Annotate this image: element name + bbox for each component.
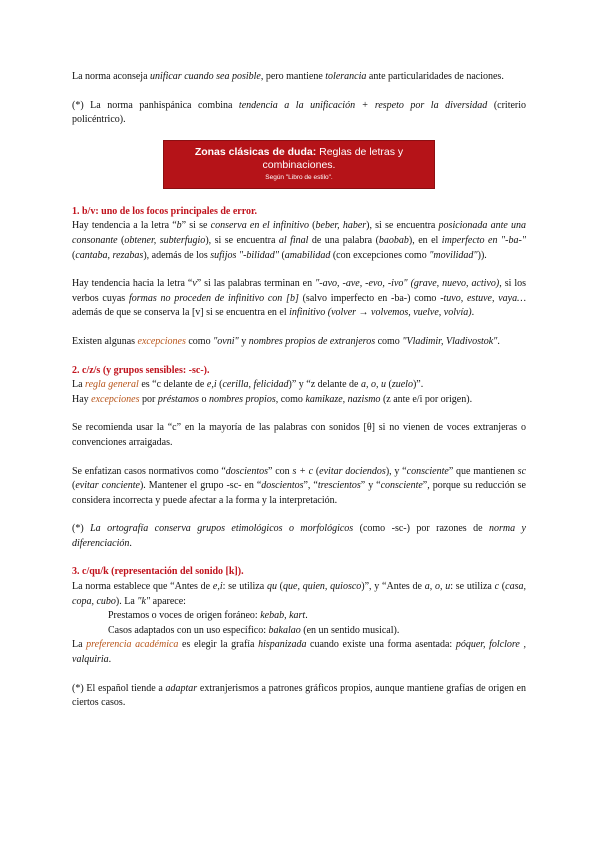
section-3-list-item-2: Casos adaptados con un uso específico: bakalao (en un sentido musical). [108,624,400,636]
section-1-paragraph-2: Hay tendencia hacia la letra “v” si las palabras terminan en "-avo, -ave, -evo, -ivo" (grave, nuevo, activo), si los verbos cuyas formas no proceden de infinitivo con [b] (salvo imperfecto en -ba-) como -tuvo, estuve, vaya… además de que se conserva la [v] si se encuentra en el infinitivo (volver → volvemos, vuelve, volvía). [72,278,527,319]
section-3-paragraph-2: La preferencia académica es elegir la grafía hispanizada cuando existe una forma asentada: póquer, folclore , valquiria. [72,639,526,666]
section-2-paragraph-4: Se enfatizan casos normativos como “doscientos” con s + c (evitar dociendos), y “consciente” que mantienen sc (evitar conciente). Mantener el grupo -sc- en “doscientos”, “trescientos” y “consciente”, porque su reducción se considera incorrecta y puede afectar a la forma y la interpretación. [72,465,527,506]
document-page [72,70,526,711]
section-2-paragraph-1: La regla general es “c delante de e,i (cerilla, felicidad)” y “z delante de a, o, u (zuelo)”. [72,379,424,391]
section-2-paragraph-3: Se recomienda usar la “c” en la mayoría de las palabras con sonidos [θ] si no vienen de voces extranjeras o convenciones arraigadas. [72,422,526,448]
banner-title: Reglas de letras y combinaciones. [262,145,404,171]
section-2-paragraph-5: (*) La ortografía conserva grupos etimológicos o morfológicos (como -sc-) por razones de norma y diferenciación. [72,523,526,549]
section-1-paragraph-1: Hay tendencia a la letra “b” si se conserva en el infinitivo (beber, haber), si se encuentra posicionada ante una consonante (obtener, subterfugio), si se encuentra al final de una palabra (baobab), en el imperfecto en "-ba-" (cantaba, rezabas), además de los sufijos "-bilidad" (amabilidad (con excepciones como "movilidad")). [72,220,526,261]
intro-paragraph-1: La norma aconseja unificar cuando sea posible, pero mantiene tolerancia ante particularidades de naciones. [72,71,504,82]
section-2-paragraph-2: Hay excepciones por préstamos o nombres propios, como kamikaze, nazismo (z ante e/i por origen). [72,393,473,405]
section-1-paragraph-3: Existen algunas excepciones como "ovni" y nombres propios de extranjeros como "Vladimir, Vladivostok". [72,335,500,347]
banner-subtitle: Según "Libro de estilo". [265,173,333,181]
section-3-paragraph-3: (*) El español tiende a adaptar extranjerismos a patrones gráficos propios, aunque mantiene grafías de origen en ciertos casos. [72,682,526,709]
section-3-paragraph-1: La norma establece que “Antes de e,i: se utiliza qu (que, quien, quiosco)”, y “Antes de a, o, u: se utiliza c (casa, copa, cubo). La "k" aparece: [72,581,526,607]
title-banner [163,140,435,189]
banner-title-bold: Zonas clásicas de duda: [194,145,317,158]
section-2-heading: 2. c/z/s (y grupos sensibles: -sc-). [72,364,210,376]
section-3-heading: 3. c/qu/k (representación del sonido [k]). [72,566,244,578]
section-1-heading: 1. b/v: uno de los focos principales de error. [72,205,258,217]
section-3-list-item-1: Prestamos o voces de origen foráneo: kebab, kart. [108,610,308,622]
intro-paragraph-2: (*) La norma panhispánica combina tendencia a la unificación + respeto por la diversidad (criterio policéntrico). [72,99,527,126]
